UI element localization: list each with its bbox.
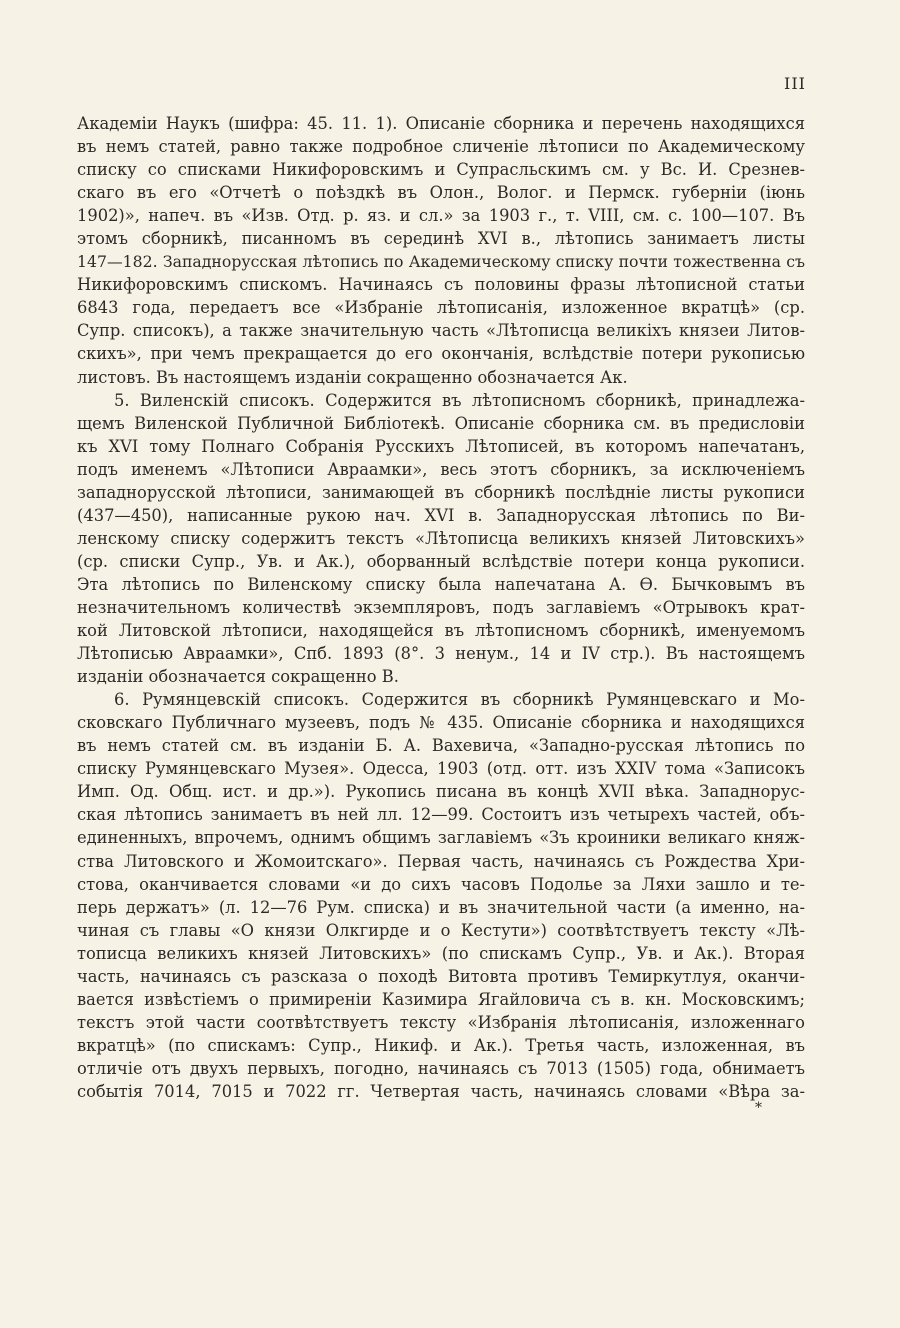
text-line: Супр. списокъ), а также значительную часть «Лѣтописца великіхъ князеи Литов- <box>77 321 805 341</box>
text-line: ства Литовского и Жомоитскаго». Первая часть, начинаясь съ Рождества Хри- <box>77 851 805 871</box>
text-line: незначительномъ количествѣ экземпляровъ, подъ заглавіемъ «Отрывокъ крат- <box>77 597 805 617</box>
text-line: сковскаго Публичнаго музеевъ, подъ № 435. Описаніе сборника и находящихся <box>77 713 805 733</box>
text-line: Эта лѣтопись по Виленскому списку была напечатана А. Ѳ. Бычковымъ въ <box>77 574 805 594</box>
text-line: перь держатъ» (л. 12—76 Рум. списка) и въ значительной части (а именно, на- <box>77 897 805 917</box>
text-line: отличіе отъ двухъ первыхъ, погодно, начинаясь съ 7013 (1505) года, обнимаетъ <box>77 1058 805 1078</box>
text-line: (437—450), написанные рукою нач. XVI в. Западнорусская лѣтопись по Ви- <box>77 505 805 525</box>
text-line: въ немъ статей, равно также подробное сличеніе лѣтописи по Академическому <box>77 137 805 157</box>
text-line: 147—182. Западнорусская лѣтопись по Академическому списку почти тожественна съ <box>77 252 805 272</box>
text-line: листовъ. Въ настоящемъ изданіи сокращенно обозначается Ак. <box>77 367 628 387</box>
text-line: Никифоровскимъ спискомъ. Начинаясь съ половины фразы лѣтописной статьи <box>77 275 805 295</box>
page-number: III <box>784 74 806 93</box>
text-line: текстъ этой части соотвѣтствуетъ тексту «Избранія лѣтописанія, изложеннаго <box>77 1012 805 1032</box>
text-body <box>77 112 805 1103</box>
signature-mark: * <box>755 1100 762 1116</box>
text-line: этомъ сборникѣ, писанномъ въ серединѣ XVI в., лѣтопись занимаетъ листы <box>77 229 805 249</box>
text-line: въ немъ статей см. въ изданіи Б. А. Вахевича, «Западно-русская лѣтопись по <box>77 736 805 756</box>
text-line: кой Литовской лѣтописи, находящейся въ лѣтописномъ сборникѣ, именуемомъ <box>77 621 805 641</box>
text-line: чиная съ главы «О князи Олкгирде и о Кестути») соотвѣтствуетъ тексту «Лѣ- <box>77 920 805 940</box>
text-line: западнорусской лѣтописи, занимающей въ сборникѣ послѣдніе листы рукописи <box>77 482 805 502</box>
text-line: ская лѣтопись занимаетъ въ ней лл. 12—99. Состоитъ изъ четырехъ частей, объ- <box>77 805 805 825</box>
text-line: стова, оканчивается словами «и до сихъ часовъ Подолье за Ляхи зашло и те- <box>77 874 805 894</box>
text-line: скаго въ его «Отчетѣ о поѣздкѣ въ Олон., Волог. и Пермск. губерніи (іюнь <box>77 183 805 203</box>
text-line: вается извѣстіемъ о примиреніи Казимира Ягайловича съ в. кн. Московскимъ; <box>77 989 805 1009</box>
text-line: Имп. Од. Общ. ист. и др.»). Рукопись писана въ концѣ XVII вѣка. Западнорус- <box>77 782 805 802</box>
text-line: скихъ», при чемъ прекращается до его окончанія, вслѣдствіе потери рукописью <box>77 344 805 364</box>
text-line: единенныхъ, впрочемъ, однимъ общимъ заглавіемъ «Зъ кроиники великаго княж- <box>77 828 805 848</box>
text-line: 6. Румянцевскій списокъ. Содержится въ сборникѣ Румянцевскаго и Мо- <box>114 690 805 710</box>
text-line: списку Румянцевскаго Музея». Одесса, 1903 (отд. отт. изъ XXIV тома «Записокъ <box>77 759 805 779</box>
text-line: ленскому списку содержитъ текстъ «Лѣтописца великихъ князей Литовскихъ» <box>77 528 805 548</box>
text-line: 1902)», напеч. въ «Изв. Отд. р. яз. и сл.» за 1903 г., т. VIII, см. с. 100—107. Въ <box>77 206 805 226</box>
text-line: щемъ Виленской Публичной Библіотекѣ. Описаніе сборника см. въ предисловіи <box>77 413 805 433</box>
text-line: тописца великихъ князей Литовскихъ» (по спискамъ Супр., Ув. и Ак.). Вторая <box>77 943 805 963</box>
text-line: списку со списками Никифоровскимъ и Супрасльскимъ см. у Вс. И. Срезнев- <box>77 160 805 180</box>
text-line: вкратцѣ» (по спискамъ: Супр., Никиф. и Ак.). Третья часть, изложенная, въ <box>77 1035 805 1055</box>
text-line: къ XVI тому Полнаго Собранія Русскихъ Лѣтописей, въ которомъ напечатанъ, <box>77 436 805 456</box>
text-line: Академіи Наукъ (шифра: 45. 11. 1). Описаніе сборника и перечень находящихся <box>77 114 805 133</box>
text-line: Лѣтописью Авраамки», Спб. 1893 (8°. 3 ненум., 14 и IV стр.). Въ настоящемъ <box>77 644 805 664</box>
text-line: подъ именемъ «Лѣтописи Авраамки», весь этотъ сборникъ, за исключеніемъ <box>77 459 805 479</box>
text-line: (ср. списки Супр., Ув. и Ак.), оборванный вслѣдствіе потери конца рукописи. <box>77 551 805 571</box>
text-line: часть, начинаясь съ разсказа о походѣ Витовта противъ Темиркутлуя, оканчи- <box>77 966 805 986</box>
text-line: 5. Виленскій списокъ. Содержится въ лѣтописномъ сборникѣ, принадлежа- <box>114 390 805 410</box>
text-line: изданіи обозначается сокращенно В. <box>77 667 399 687</box>
text-line: событія 7014, 7015 и 7022 гг. Четвертая часть, начинаясь словами «Вѣра за- <box>77 1081 805 1101</box>
text-line: 6843 года, передаетъ все «Избраніе лѣтописанія, изложенное вкратцѣ» (ср. <box>77 298 805 318</box>
